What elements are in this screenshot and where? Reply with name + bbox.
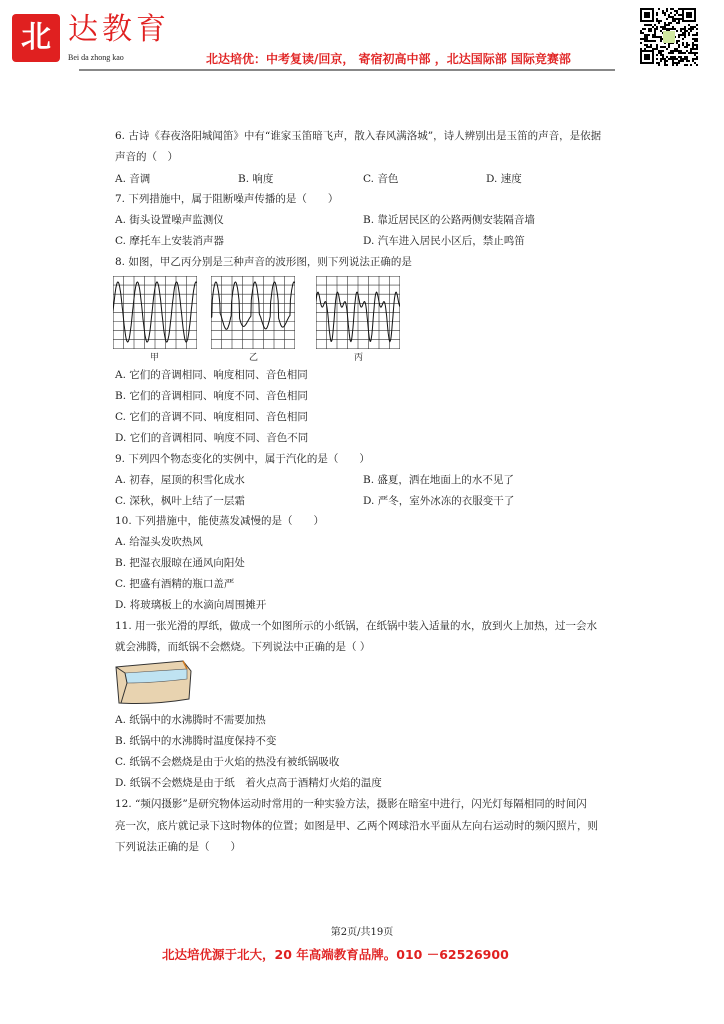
q8-option-d: D. 它们的音调相同、响度不同、音色不同 bbox=[115, 432, 309, 444]
waveform-label-bing: 丙 bbox=[354, 353, 364, 363]
q11-option-d: D. 纸锅不会燃烧是由于纸 着火点高于酒精灯火焰的温度 bbox=[115, 777, 382, 789]
q7-stem: 7. 下列措施中，属于阻断噪声传播的是（ ） bbox=[115, 193, 339, 205]
q6-stem-cont: 声音的（ ） bbox=[115, 151, 178, 163]
qr-code-icon bbox=[640, 8, 698, 66]
q9-stem: 9. 下列四个物态变化的实例中，属于汽化的是（ ） bbox=[115, 453, 370, 465]
q7-option-b: B. 靠近居民区的公路两侧安装隔音墙 bbox=[363, 214, 535, 226]
paper-pot-image bbox=[113, 659, 195, 707]
footer-slogan: 北达培优源于北大，20 年高端教育品牌。010 －62526900 bbox=[162, 947, 509, 962]
waveform-jia bbox=[113, 276, 197, 349]
q8-option-a: A. 它们的音调相同、响度相同、音色相同 bbox=[115, 369, 308, 381]
q12-stem-cont2: 下列说法正确的是（ ） bbox=[115, 841, 241, 853]
q6-option-d: D. 速度 bbox=[486, 173, 522, 185]
q6-stem: 6. 古诗《春夜洛阳城闻笛》中有“谁家玉笛暗飞声，散入春风满洛城”，诗人辨别出是玉笛的声音，是依据 bbox=[115, 130, 602, 142]
q8-option-b: B. 它们的音调相同、响度不同、音色相同 bbox=[115, 390, 308, 402]
q11-stem: 11. 用一张光滑的厚纸，做成一个如图所示的小纸锅，在纸锅中装入适量的水，放到火上加热，过一会水 bbox=[115, 620, 598, 632]
q7-option-c: C. 摩托车上安装消声器 bbox=[115, 235, 224, 247]
q9-option-d: D. 严冬，室外冰冻的衣服变干了 bbox=[363, 495, 515, 507]
waveform-label-jia: 甲 bbox=[150, 353, 160, 363]
q11-stem-cont: 就会沸腾，而纸锅不会燃烧。下列说法中正确的是（ ） bbox=[115, 641, 371, 653]
q12-stem-cont: 亮一次，底片就记录下这时物体的位置；如图是甲、乙两个网球沿水平面从左向右运动时的频闪照片，则 bbox=[115, 820, 598, 832]
q11-option-b: B. 纸锅中的水沸腾时温度保持不变 bbox=[115, 735, 277, 747]
q11-option-c: C. 纸锅不会燃烧是由于火焰的热没有被纸锅吸收 bbox=[115, 756, 340, 768]
q6-option-c: C. 音色 bbox=[363, 173, 399, 185]
q12-stem: 12. “频闪摄影”是研究物体运动时常用的一种实验方法，摄影在暗室中进行，闪光灯每隔相同的时间闪 bbox=[115, 798, 587, 810]
q8-stem: 8. 如图，甲乙丙分别是三种声音的波形图，则下列说法正确的是 bbox=[115, 256, 412, 268]
q7-option-a: A. 街头设置噪声监测仪 bbox=[115, 214, 224, 226]
q10-option-b: B. 把湿衣服晾在通风向阳处 bbox=[115, 557, 245, 569]
q9-option-b: B. 盛夏，洒在地面上的水不见了 bbox=[363, 474, 514, 486]
page-number: 第2页/共19页 bbox=[330, 927, 394, 938]
logo-mark: 北 bbox=[12, 14, 60, 62]
q6-option-a: A. 音调 bbox=[115, 173, 151, 185]
waveform-bing bbox=[316, 276, 400, 349]
q11-option-a: A. 纸锅中的水沸腾时不需要加热 bbox=[115, 714, 266, 726]
q10-option-a: A. 给湿头发吹热风 bbox=[115, 536, 203, 548]
logo-text: 达教育 bbox=[68, 12, 170, 47]
waveform-label-yi: 乙 bbox=[249, 353, 259, 363]
q10-option-d: D. 将玻璃板上的水滴向周围摊开 bbox=[115, 599, 267, 611]
q7-option-d: D. 汽车进入居民小区后，禁止鸣笛 bbox=[363, 235, 525, 247]
q8-option-c: C. 它们的音调不同、响度相同、音色相同 bbox=[115, 411, 308, 423]
header-slogan: 北达培优：中考复读/回京， 寄宿初高中部 ，北达国际部 国际竞赛部 bbox=[206, 52, 571, 66]
header-divider bbox=[79, 69, 615, 71]
logo-subtitle: Bei da zhong kao bbox=[68, 53, 124, 62]
q6-option-b: B. 响度 bbox=[238, 173, 274, 185]
waveform-yi bbox=[211, 276, 295, 349]
q10-option-c: C. 把盛有酒精的瓶口盖严 bbox=[115, 578, 235, 590]
q9-option-a: A. 初春，屋顶的积雪化成水 bbox=[115, 474, 245, 486]
q10-stem: 10. 下列措施中，能使蒸发减慢的是（ ） bbox=[115, 515, 325, 527]
q9-option-c: C. 深秋，枫叶上结了一层霜 bbox=[115, 495, 245, 507]
